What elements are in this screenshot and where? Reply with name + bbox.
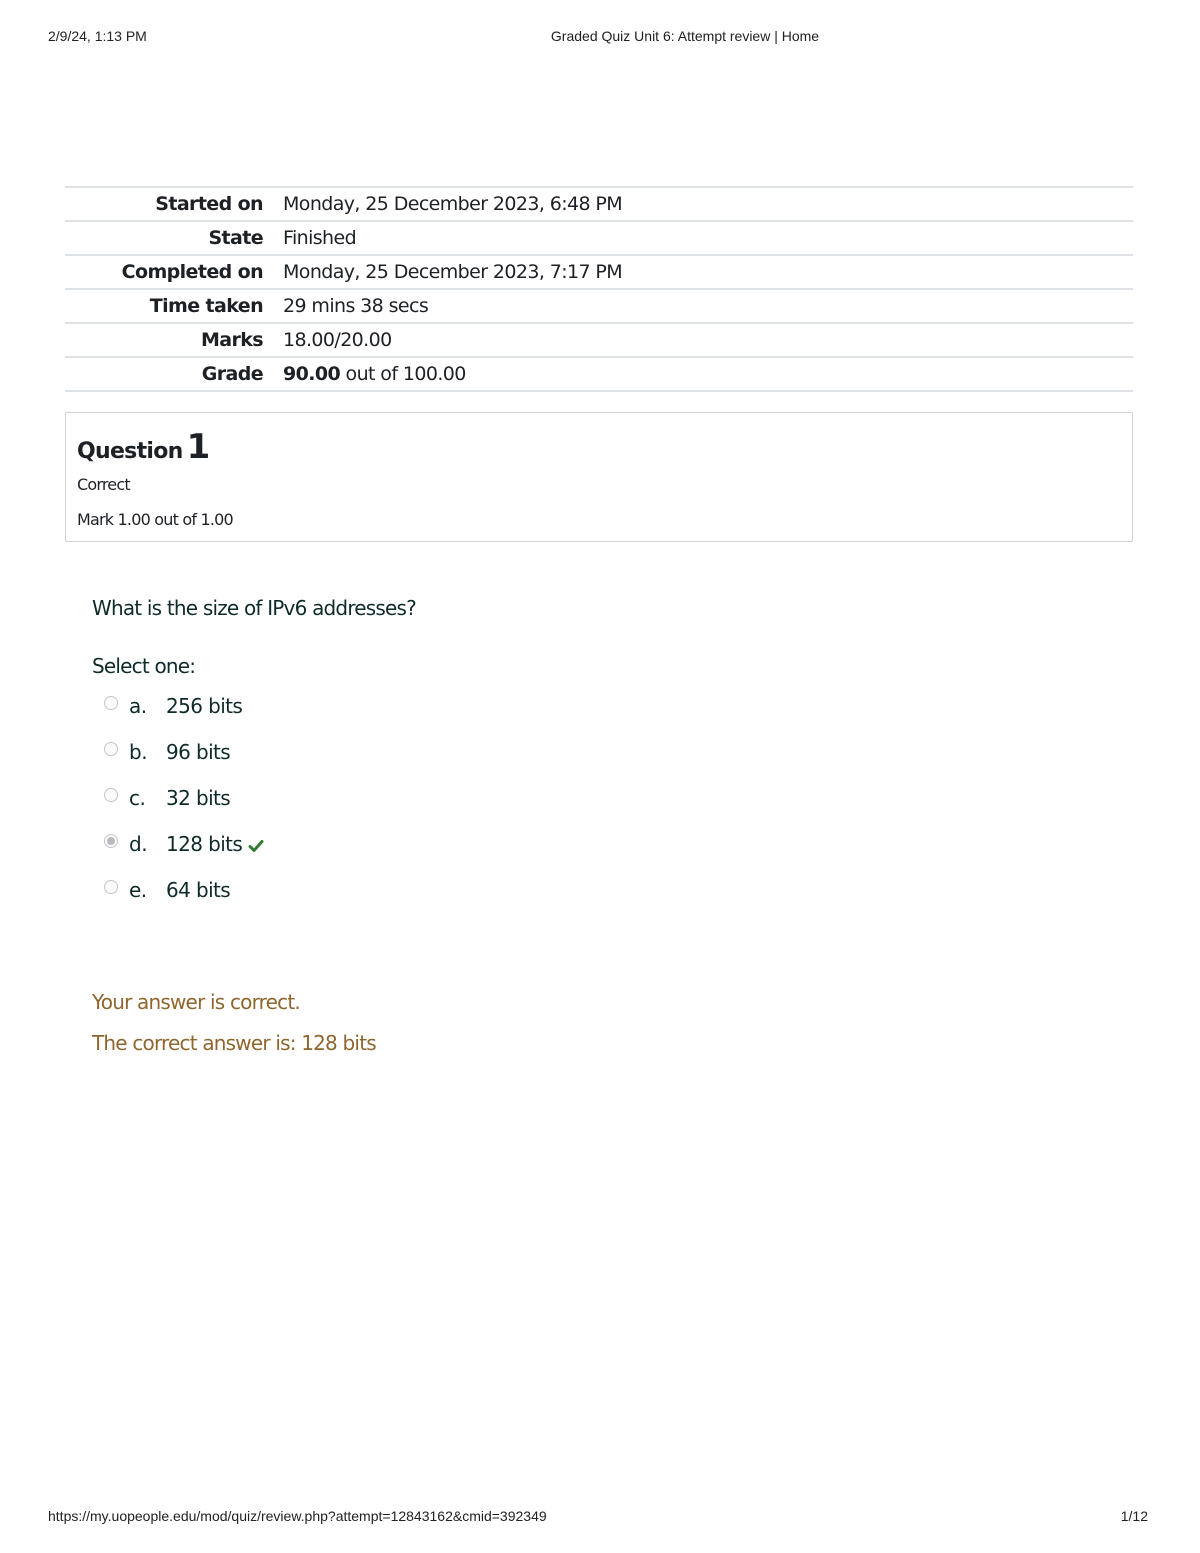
grade-value: 90.00 bbox=[283, 363, 341, 385]
answer-option-c[interactable] bbox=[92, 786, 1092, 832]
select-prompt: Select one: bbox=[92, 654, 196, 678]
summary-row bbox=[65, 255, 1133, 289]
summary-row bbox=[65, 187, 1133, 221]
radio-button-selected[interactable] bbox=[104, 834, 118, 848]
summary-label: Marks bbox=[200, 329, 263, 351]
print-url: https://my.uopeople.edu/mod/quiz/review.php?attempt=12843162&cmid=392349 bbox=[48, 1508, 547, 1524]
summary-row bbox=[65, 357, 1133, 391]
right-answer: The correct answer is: 128 bits bbox=[92, 1031, 376, 1055]
summary-value: Monday, 25 December 2023, 6:48 PM bbox=[283, 193, 623, 215]
answer-list bbox=[92, 694, 1092, 924]
question-mark: Mark 1.00 out of 1.00 bbox=[77, 510, 233, 529]
answer-text: 64 bits bbox=[166, 878, 231, 902]
answer-text: 96 bits bbox=[166, 740, 231, 764]
question-number bbox=[77, 427, 210, 467]
question-info-box bbox=[65, 412, 1133, 542]
answer-text: 32 bits bbox=[166, 786, 231, 810]
question-number-value: 1 bbox=[186, 427, 210, 467]
page-number: 1/12 bbox=[1120, 1508, 1148, 1524]
answer-option-a[interactable] bbox=[92, 694, 1092, 740]
answer-option-e[interactable] bbox=[92, 878, 1092, 924]
summary-label: State bbox=[208, 227, 263, 249]
question-content bbox=[92, 596, 1092, 924]
print-date: 2/9/24, 1:13 PM bbox=[48, 28, 147, 44]
answer-letter: b. bbox=[129, 740, 148, 764]
summary-value bbox=[283, 357, 1133, 391]
summary-label: Completed on bbox=[121, 261, 263, 283]
summary-value: 29 mins 38 secs bbox=[283, 295, 429, 317]
radio-button[interactable] bbox=[104, 788, 118, 802]
summary-value: Finished bbox=[283, 227, 357, 249]
answer-text: 128 bits bbox=[166, 832, 243, 856]
summary-label: Started on bbox=[155, 193, 263, 215]
answer-letter: a. bbox=[129, 694, 147, 718]
answer-letter: c. bbox=[129, 786, 146, 810]
summary-row bbox=[65, 289, 1133, 323]
print-title: Graded Quiz Unit 6: Attempt review | Home bbox=[550, 28, 820, 44]
summary-value: Monday, 25 December 2023, 7:17 PM bbox=[283, 261, 623, 283]
summary-value: 18.00/20.00 bbox=[283, 329, 392, 351]
summary-label: Grade bbox=[201, 363, 263, 385]
print-header bbox=[0, 28, 1200, 48]
answer-letter: e. bbox=[129, 878, 147, 902]
general-feedback: Your answer is correct. bbox=[92, 990, 300, 1014]
answer-text: 256 bits bbox=[166, 694, 243, 718]
answer-text-wrap bbox=[166, 832, 264, 856]
question-prefix: Question bbox=[77, 439, 183, 464]
check-icon bbox=[248, 839, 264, 853]
grade-out-of: out of 100.00 bbox=[340, 363, 466, 385]
question-state: Correct bbox=[77, 475, 130, 494]
check-icon-path bbox=[250, 842, 262, 851]
answer-option-d[interactable] bbox=[92, 832, 1092, 878]
print-footer bbox=[0, 1508, 1200, 1528]
radio-button[interactable] bbox=[104, 742, 118, 756]
answer-option-b[interactable] bbox=[92, 740, 1092, 786]
summary-row bbox=[65, 221, 1133, 255]
answer-letter: d. bbox=[129, 832, 148, 856]
summary-row bbox=[65, 323, 1133, 357]
radio-button[interactable] bbox=[104, 880, 118, 894]
summary-label: Time taken bbox=[149, 295, 263, 317]
feedback-box bbox=[92, 990, 376, 1072]
radio-button[interactable] bbox=[104, 696, 118, 710]
attempt-summary-table bbox=[65, 186, 1133, 392]
question-text: What is the size of IPv6 addresses? bbox=[92, 596, 416, 620]
